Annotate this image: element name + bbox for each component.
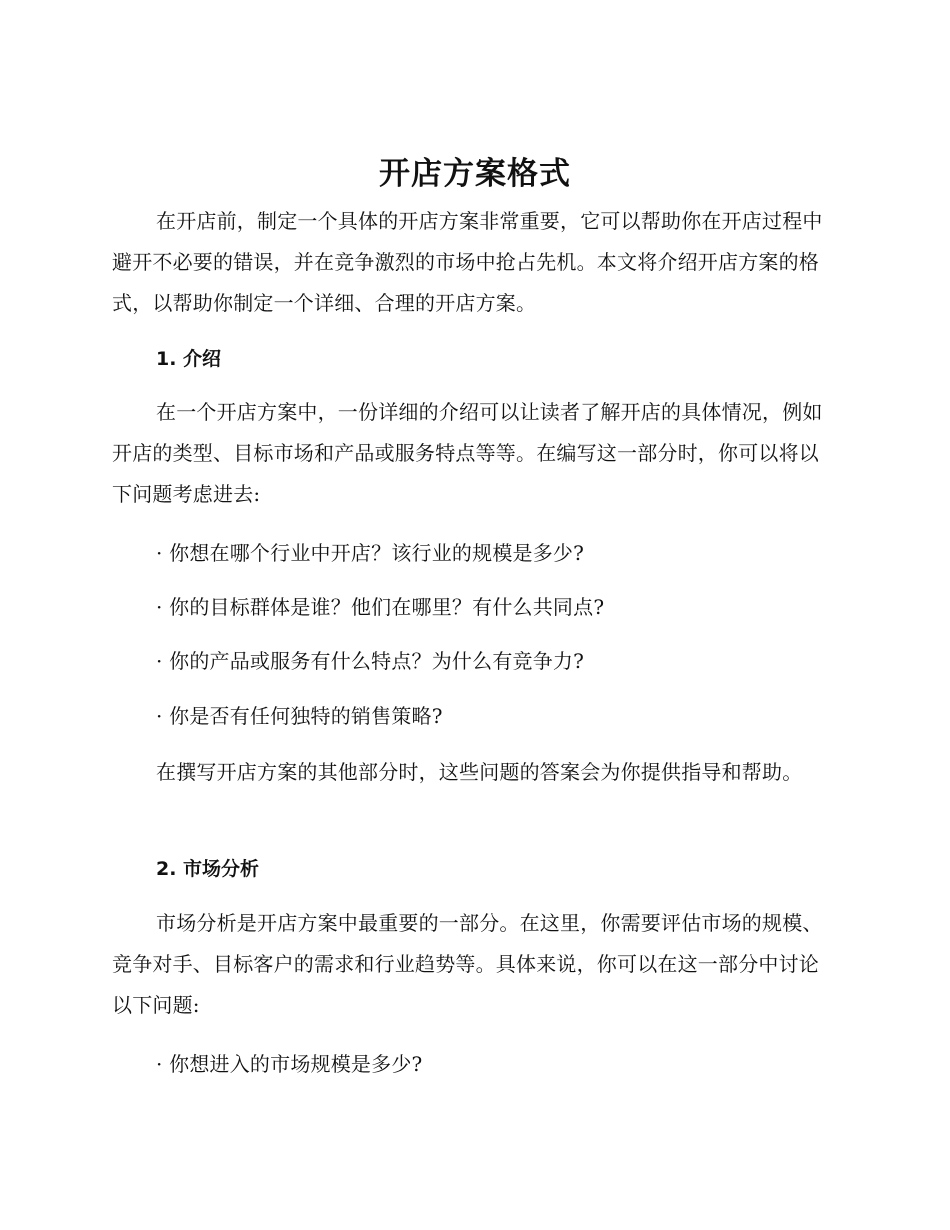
introduction-closing-paragraph: 在撰写开店方案的其他部分时，这些问题的答案会为你提供指导和帮助。 [156, 760, 803, 784]
intro-paragraph: 在开店前，制定一个具体的开店方案非常重要，它可以帮助你在开店过程中避开不必要的错误，并在竞争激烈的市场中抢占先机。本文将介绍开店方案的格式，以帮助你制定一个详细、合理的开店方案。 [112, 209, 823, 315]
section-heading-market-analysis: 2. 市场分析 [156, 858, 260, 880]
document-title: 开店方案格式 [379, 156, 571, 192]
introduction-bullet-item: · 你的产品或服务有什么特点？为什么有竞争力? [156, 649, 585, 673]
introduction-bullet-item: · 你是否有任何独特的销售策略? [156, 704, 443, 728]
introduction-paragraph: 在一个开店方案中，一份详细的介绍可以让读者了解开店的具体情况，例如开店的类型、目标市场和产品或服务特点等等。在编写这一部分时，你可以将以下问题考虑进去: [112, 400, 823, 506]
market-analysis-paragraph: 市场分析是开店方案中最重要的一部分。在这里，你需要评估市场的规模、竞争对手、目标客户的需求和行业趋势等。具体来说，你可以在这一部分中讨论以下问题: [112, 911, 823, 1017]
introduction-bullet-item: · 你的目标群体是谁？他们在哪里？有什么共同点? [156, 595, 605, 619]
market-analysis-bullet-item: · 你想进入的市场规模是多少? [156, 1052, 423, 1076]
introduction-bullet-item: · 你想在哪个行业中开店？该行业的规模是多少? [156, 541, 585, 565]
section-heading-introduction: 1. 介绍 [156, 348, 222, 370]
